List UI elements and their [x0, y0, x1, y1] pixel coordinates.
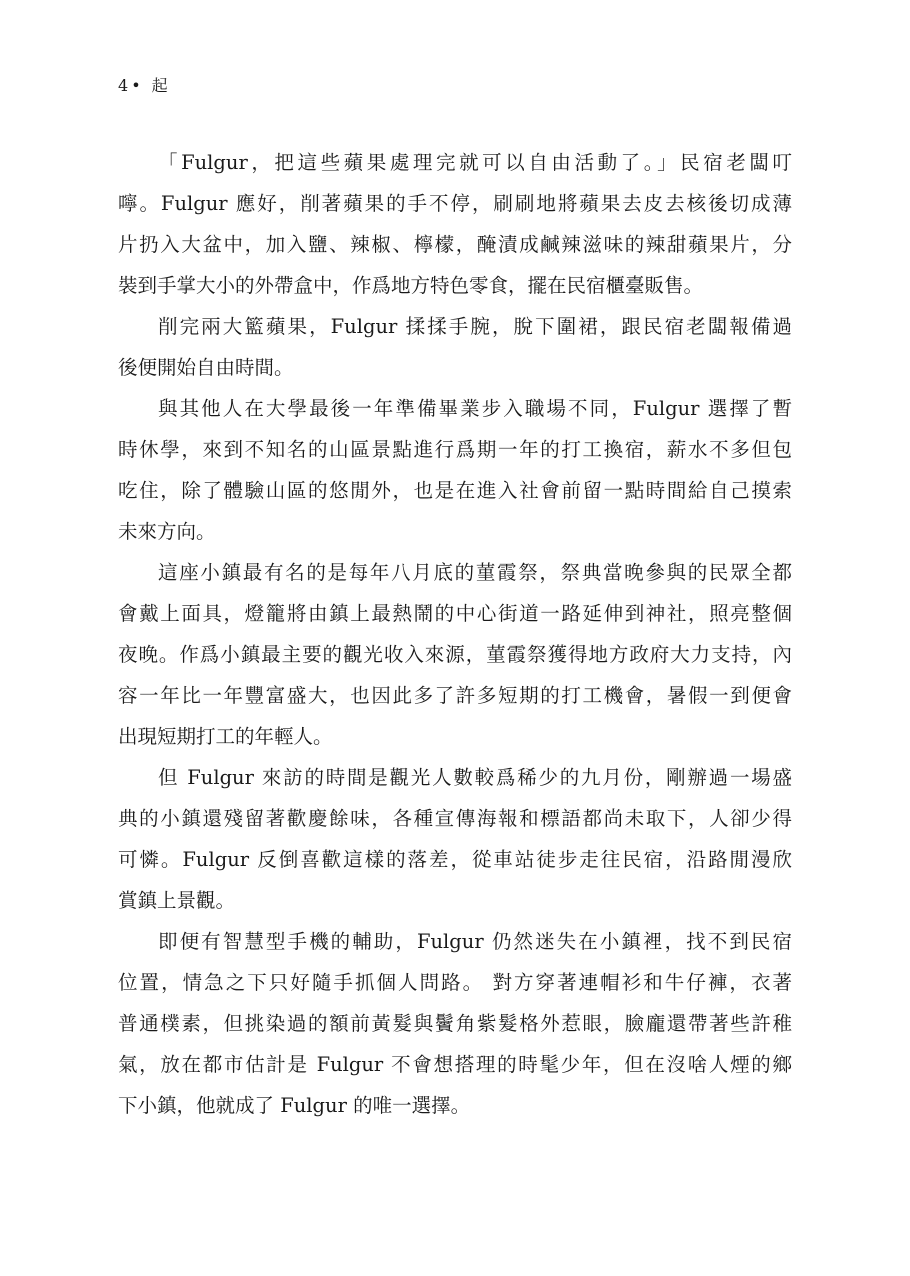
text-line: 氣，放在都市估計是 Fulgur 不會想搭理的時髦少年，但在沒啥人煙的鄉 [118, 1053, 792, 1076]
paragraph [118, 306, 792, 388]
text-line: 嚀。Fulgur 應好，削著蘋果的手不停，刷刷地將蘋果去皮去核後切成薄 [118, 192, 792, 215]
header-separator: • [131, 76, 142, 95]
paragraph [118, 921, 792, 1126]
text-line: 可憐。Fulgur 反倒喜歡這樣的落差，從車站徒步走往民宿，沿路閒漫欣 [118, 848, 792, 871]
text-line: 片扔入大盆中，加入鹽、辣椒、檸檬，醃漬成鹹辣滋味的辣甜蘋果片，分 [118, 233, 792, 256]
text-line: 「Fulgur，把這些蘋果處理完就可以自由活動了。」民宿老闆叮 [158, 151, 792, 174]
page-number: 4 [118, 76, 130, 95]
text-line: 夜晚。作爲小鎮最主要的觀光收入來源，菫霞祭獲得地方政府大力支持，內 [118, 643, 792, 666]
text-line: 但 Fulgur 來訪的時間是觀光人數較爲稀少的九月份，剛辦過一場盛 [158, 766, 792, 789]
text-line: 即便有智慧型手機的輔助，Fulgur 仍然迷失在小鎮裡，找不到民宿 [158, 930, 792, 953]
text-line: 時休學，來到不知名的山區景點進行爲期一年的打工換宿，薪水不多但包 [118, 438, 792, 461]
text-line: 削完兩大籃蘋果，Fulgur 揉揉手腕，脫下圍裙，跟民宿老闆報備過 [158, 315, 792, 338]
text-line: 典的小鎮還殘留著歡慶餘味，各種宣傳海報和標語都尚未取下，人卻少得 [118, 807, 792, 830]
running-header [118, 74, 169, 98]
text-line: 普通樸素，但挑染過的額前黃髮與鬢角紫髮格外惹眼，臉龐還帶著些許稚 [118, 1012, 792, 1035]
text-line: 與其他人在大學最後一年準備畢業步入職場不同，Fulgur 選擇了暫 [158, 397, 792, 420]
text-line: 後便開始自由時間。 [118, 356, 294, 379]
paragraph [118, 142, 792, 306]
text-line: 這座小鎮最有名的是每年八月底的菫霞祭，祭典當晚參與的民眾全都 [158, 561, 792, 584]
body-text [118, 142, 792, 1126]
paragraph [118, 388, 792, 552]
text-line: 賞鎮上景觀。 [118, 889, 236, 912]
text-line: 下小鎮，他就成了 Fulgur 的唯一選擇。 [118, 1094, 471, 1117]
paragraph [118, 552, 792, 757]
text-line: 出現短期打工的年輕人。 [118, 725, 333, 748]
paragraph [118, 757, 792, 921]
text-line: 位置，情急之下只好隨手抓個人問路。 對方穿著連帽衫和牛仔褲，衣著 [118, 971, 792, 994]
text-line: 裝到手掌大小的外帶盒中，作爲地方特色零食，擺在民宿櫃臺販售。 [118, 274, 704, 297]
text-line: 會戴上面具，燈籠將由鎮上最熱鬧的中心街道一路延伸到神社，照亮整個 [118, 602, 792, 625]
text-line: 未來方向。 [118, 520, 216, 543]
text-line: 容一年比一年豐富盛大，也因此多了許多短期的打工機會，暑假一到便會 [118, 684, 792, 707]
text-line: 吃住，除了體驗山區的悠閒外，也是在進入社會前留一點時間給自己摸索 [118, 479, 792, 502]
chapter-title: 起 [151, 76, 169, 95]
